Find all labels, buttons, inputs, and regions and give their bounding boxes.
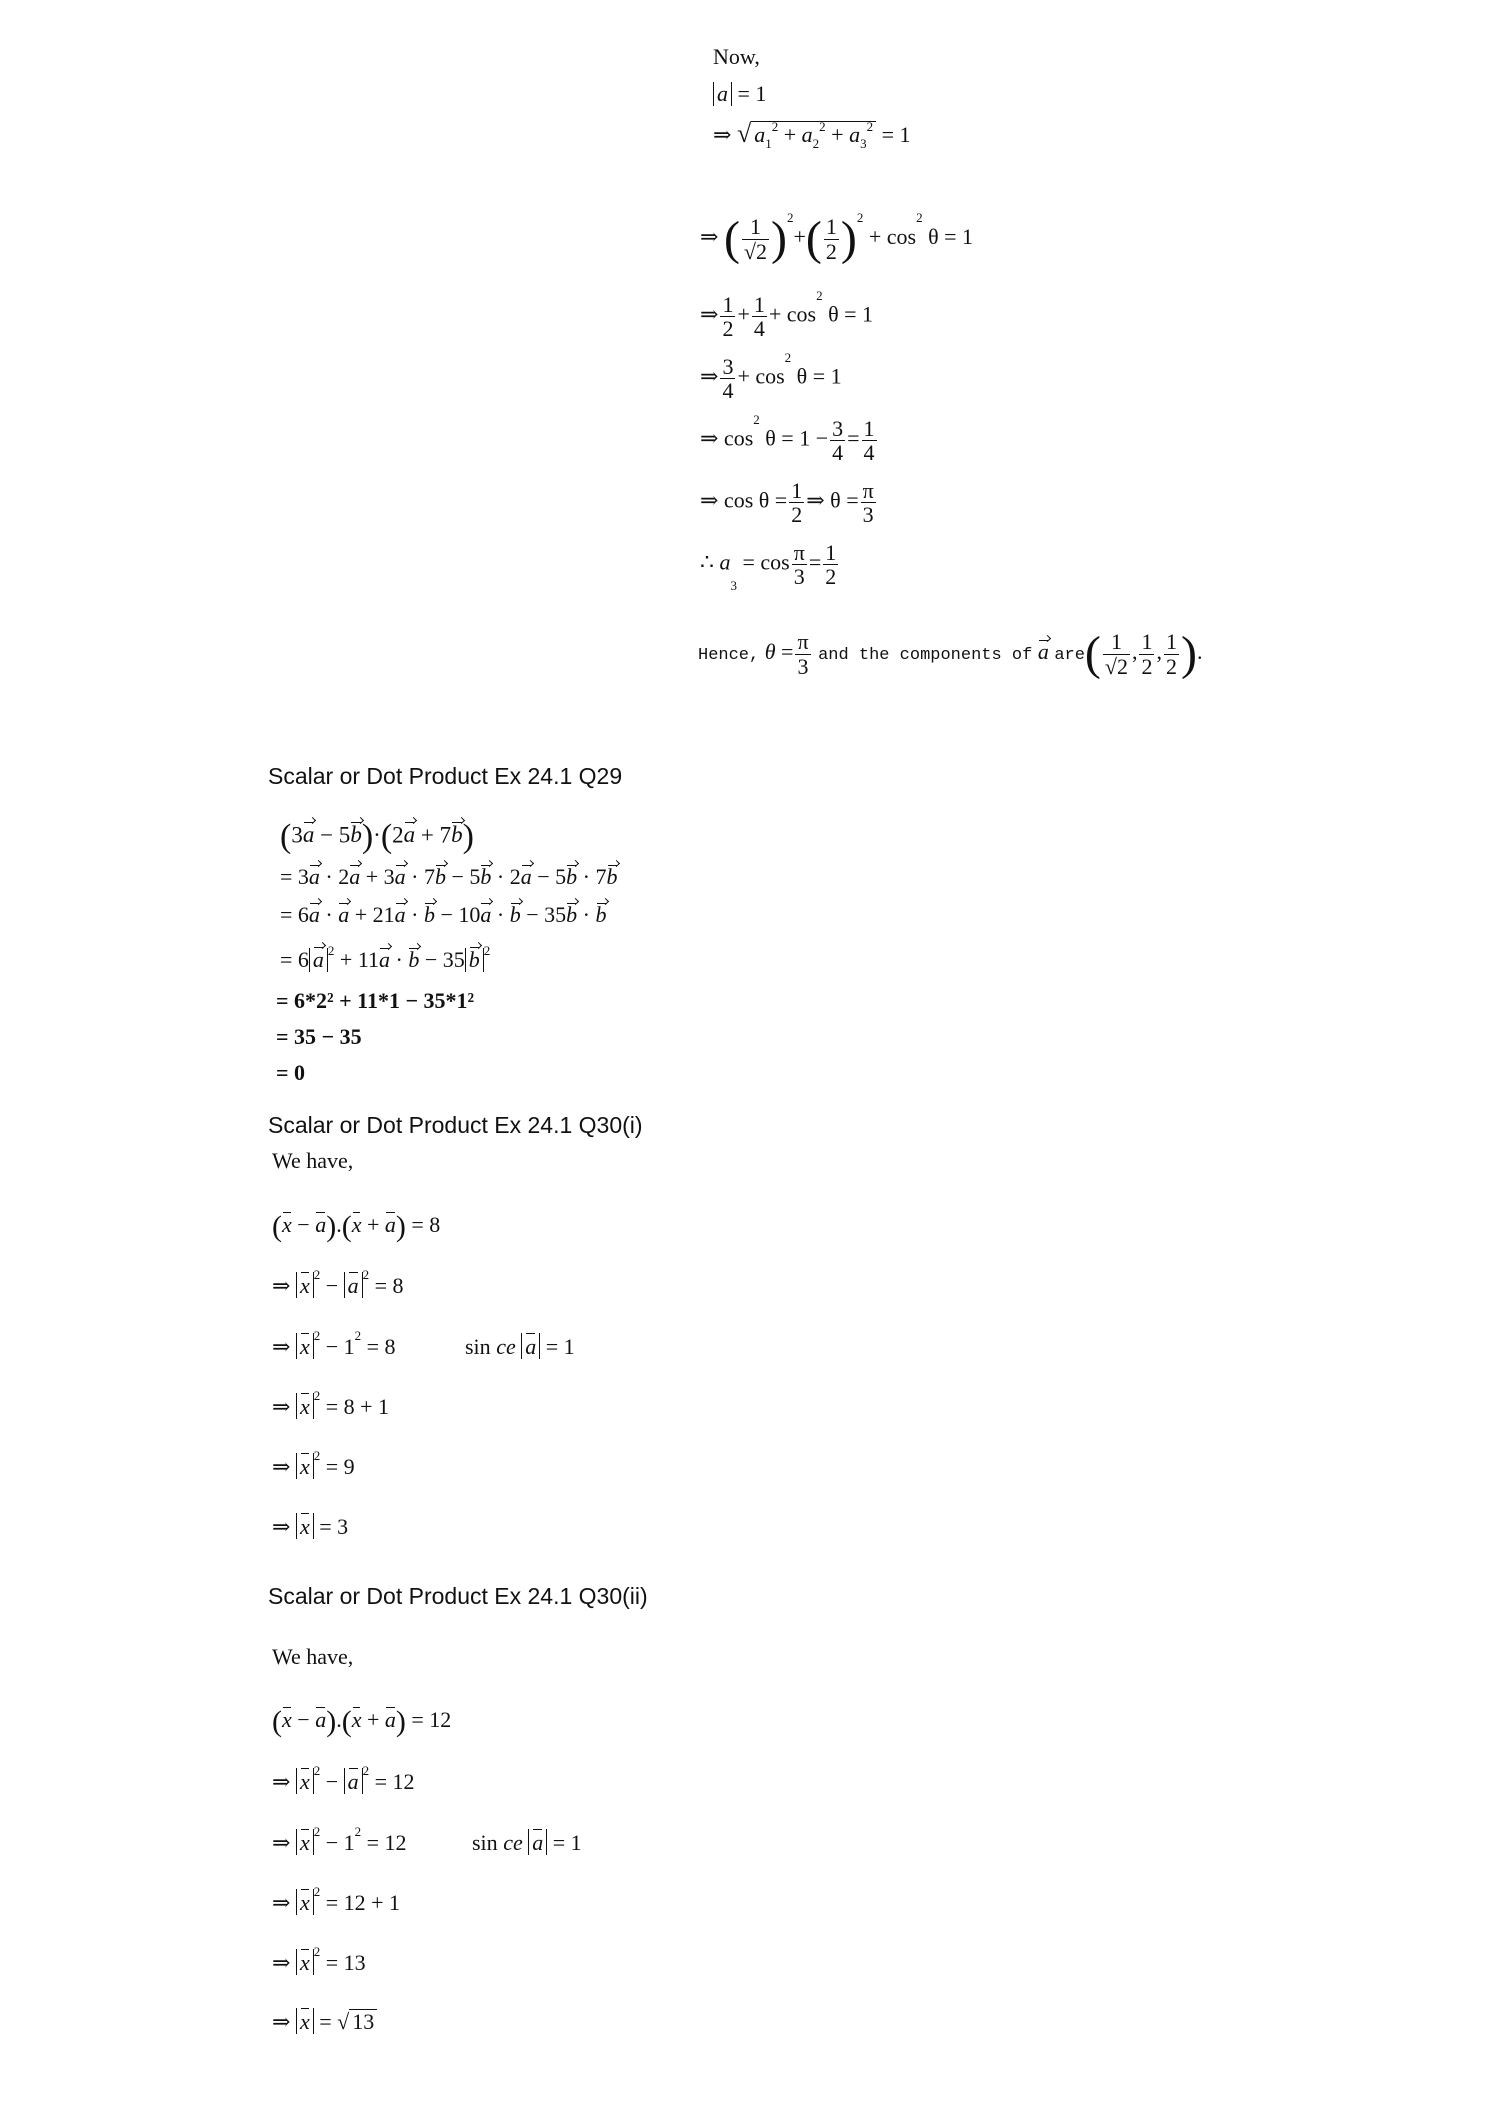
q30ii-line-6: ⇒ x = √ 13: [272, 2008, 377, 2034]
q30ii-since: sin ce a = 1: [472, 1830, 582, 1855]
q29-line-2: = 3a · 2a + 3a · 7b − 5b · 2a − 5b · 7b: [280, 864, 618, 889]
q30i-line-6: ⇒ x = 3: [272, 1514, 349, 1539]
heading-q30ii: Scalar or Dot Product Ex 24.1 Q30(ii): [268, 1583, 648, 1609]
q30ii-line-4: ⇒ x $^2$ = 12 + 1: [272, 1884, 401, 1915]
q29-line-5: = 6*2² + 11*1 − 35*1²: [276, 988, 475, 1013]
q29-line-6: = 35 − 35: [276, 1024, 362, 1049]
heading-q30i: Scalar or Dot Product Ex 24.1 Q30(i): [268, 1112, 643, 1138]
eq-sqrt-components: ⇒ √ $a1^2 + a2^2 + a3^2 = 1$: [713, 119, 911, 151]
q29-line-1: (3a − 5b)·(2a + 7b): [280, 818, 474, 855]
eq-three-quarter: ⇒ $\frac{3}{4}$ + $\cos^2 \theta = 1$: [700, 350, 842, 404]
eq-squares-sum: ⇒ ( $\frac{1}{√2}$ )$^2$+( $\frac{1}{2}$ )$^2 + \cos^2 \theta = 1$: [700, 210, 974, 265]
q30i-line-3: ⇒ x $^2 - 1^2 = 8$: [272, 1328, 396, 1359]
hence-line: Hence, θ = $\frac{\pi}{3}$ and the components of a are( $\frac{1}{√2}$ , $\frac{1}{2}$ , $\frac{1}{2}$ ).: [698, 627, 1203, 680]
q30ii-line-2: ⇒ x $^2$ − a $^2$ = 12: [272, 1763, 415, 1794]
q30ii-line-3: ⇒ x $^2 - 1^2 = 12$: [272, 1824, 407, 1855]
q30ii-we-have: We have,: [272, 1644, 354, 1669]
eq-cos-squared: ⇒ $\cos^2 \theta = 1$ − $\frac{3}{4}$ = $\frac{1}{4}$: [700, 412, 875, 466]
q29-line-3: = 6a · a + 21a · b − 10a · b − 35b · b: [280, 902, 607, 927]
eq-magnitude-a: a = 1: [713, 82, 766, 106]
heading-q29: Scalar or Dot Product Ex 24.1 Q29: [268, 763, 623, 789]
eq-cos-theta: ⇒ cos θ = $\frac{1}{2}$ ⇒ θ = $\frac{\pi}{3}$: [700, 478, 874, 528]
q29-line-4: = 6 a $^2$ + 11a · b − 35 b $^2$: [280, 943, 491, 972]
q30i-line-4: ⇒ x $^2$ = 8 + 1: [272, 1388, 390, 1419]
now-text: Now,: [713, 44, 760, 69]
q30ii-line-1: (x − a).(x + a) = 12: [272, 1705, 452, 1738]
q30i-line-5: ⇒ x $^2$ = 9: [272, 1448, 355, 1479]
q30ii-line-5: ⇒ x $^2$ = 13: [272, 1944, 366, 1975]
q30i-since: sin ce a = 1: [465, 1334, 575, 1359]
q30i-we-have: We have,: [272, 1148, 354, 1173]
q30i-line-1: (x − a).(x + a) = 8: [272, 1210, 441, 1243]
eq-a3: ∴ a3 = cos $\frac{\pi}{3}$ = $\frac{1}{2}$: [700, 540, 837, 594]
eq-half-quarter: ⇒ $\frac{1}{2}$ + $\frac{1}{4}$ + $\cos^2 \theta = 1$: [700, 288, 874, 342]
q30i-line-2: ⇒ x $^2$ − a $^2$ = 8: [272, 1267, 404, 1298]
q29-line-7: = 0: [276, 1060, 306, 1085]
